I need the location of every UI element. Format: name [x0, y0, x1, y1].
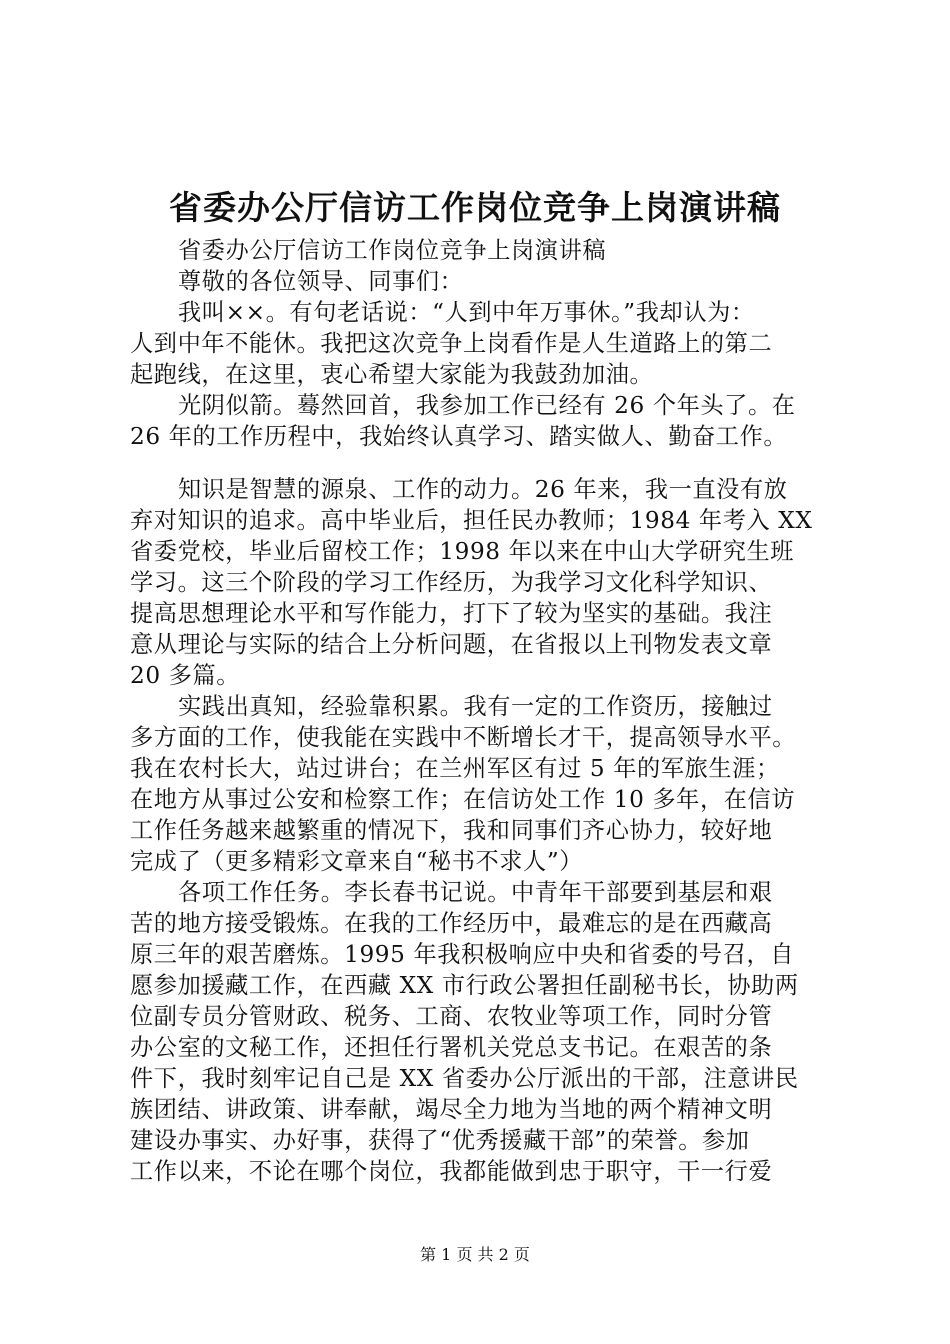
paragraph-line: 学习。这三个阶段的学习工作经历，为我学习文化科学知识、: [130, 569, 773, 596]
paragraph-line: 建设办事实、办好事，获得了“优秀援藏干部”的荣誉。参加: [130, 1127, 750, 1154]
document-title: 省委办公厅信访工作岗位竞争上岗演讲稿: [169, 188, 781, 227]
paragraph-line: 工作任务越来越繁重的情况下，我和同事们齐心协力，较好地: [130, 817, 773, 844]
paragraph-line: 原三年的艰苦磨炼。1995 年我积极响应中央和省委的号召，自: [130, 941, 795, 968]
paragraph-line: 位副专员分管财政、税务、工商、农牧业等项工作，同时分管: [130, 1003, 773, 1030]
page-number-footer: 第 1 页 共 2 页: [420, 1245, 530, 1264]
paragraph-line: 实践出真知，经验靠积累。我有一定的工作资历，接触过: [178, 693, 773, 720]
paragraph-line: 20 多篇。: [130, 662, 241, 689]
paragraph-spacer: [130, 452, 842, 474]
paragraph-line: 我在农村长大，站过讲台；在兰州军区有过 5 年的军旅生涯；: [130, 755, 780, 782]
paragraph-line: 办公室的文秘工作，还担任行署机关党总支书记。在艰苦的条: [130, 1034, 773, 1061]
subtitle-line: 省委办公厅信访工作岗位竞争上岗演讲稿: [178, 237, 607, 264]
paragraph-line: 26 年的工作历程中，我始终认真学习、踏实做人、勤奋工作。: [130, 423, 788, 450]
paragraph-line: 省委党校，毕业后留校工作；1998 年以来在中山大学研究生班: [130, 538, 795, 565]
paragraph-line: 意从理论与实际的结合上分析问题，在省报以上刊物发表文章: [130, 631, 773, 658]
paragraph-line: 起跑线，在这里，衷心希望大家能为我鼓劲加油。: [130, 361, 654, 388]
paragraph-line: 各项工作任务。李长春书记说。中青年干部要到基层和艰: [178, 879, 773, 906]
paragraph-line: 愿参加援藏工作，在西藏 XX 市行政公署担任副秘书长，协助两: [130, 972, 799, 999]
document-body: [130, 235, 842, 1187]
paragraph-line: 完成了（更多精彩文章来自“秘书不求人”）: [130, 848, 584, 875]
paragraph-line: 我叫××。有句老话说：“人到中年万事休。”我却认为：: [178, 299, 755, 326]
paragraph-line: 光阴似箭。蓦然回首，我参加工作已经有 26 个年头了。在: [178, 392, 796, 419]
paragraph-line: 族团结、讲政策、讲奉献，竭尽全力地为当地的两个精神文明: [130, 1096, 773, 1123]
paragraph-line: 苦的地方接受锻炼。在我的工作经历中，最难忘的是在西藏高: [130, 910, 773, 937]
paragraph-line: 弃对知识的追求。高中毕业后，担任民办教师；1984 年考入 XX: [130, 507, 813, 534]
paragraph-line: 人到中年不能休。我把这次竞争上岗看作是人生道路上的第二: [130, 330, 773, 357]
paragraph-line: 在地方从事过公安和检察工作；在信访处工作 10 多年，在信访: [130, 786, 796, 813]
paragraph-line: 提高思想理论水平和写作能力，打下了较为坚实的基础。我注: [130, 600, 773, 627]
salutation-line: 尊敬的各位领导、同事们：: [178, 268, 464, 295]
paragraph-line: 件下，我时刻牢记自己是 XX 省委办公厅派出的干部，注意讲民: [130, 1065, 799, 1092]
paragraph-line: 多方面的工作，使我能在实践中不断增长才干，提高领导水平。: [130, 724, 797, 751]
paragraph-line: 工作以来，不论在哪个岗位，我都能做到忠于职守，干一行爱: [130, 1158, 773, 1185]
paragraph-line: 知识是智慧的源泉、工作的动力。26 年来，我一直没有放: [178, 476, 788, 503]
